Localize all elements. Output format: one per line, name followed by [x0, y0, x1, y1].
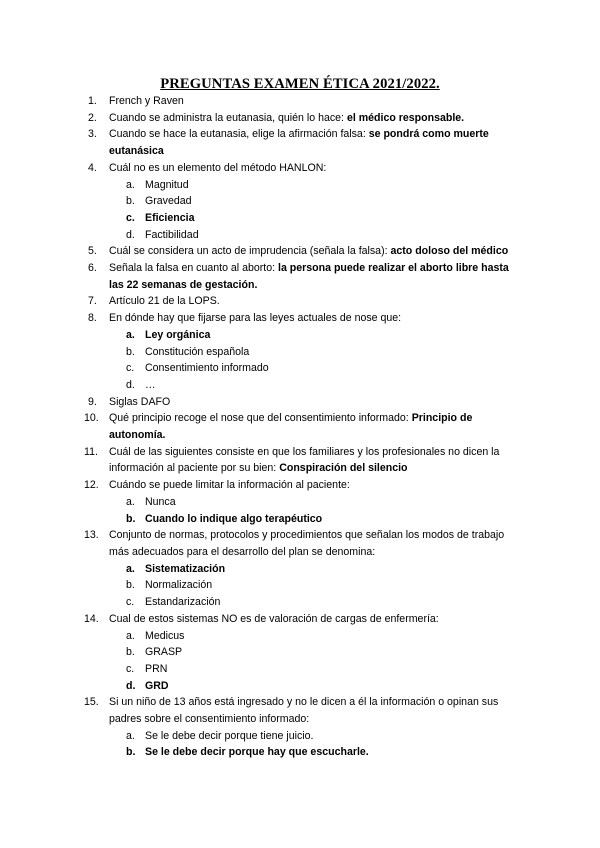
answer-option [0, 561, 600, 578]
question-item [0, 410, 600, 443]
question-item [0, 110, 600, 127]
option-text: Magnitud [145, 178, 189, 191]
option-text: PRN [145, 662, 168, 675]
option-text: Sistematización [145, 562, 226, 575]
option-text: Estandarización [145, 596, 221, 609]
question-text: Si un niño de 13 años está ingresado y no le dicen a él la información o opinan sus padres sobre el consentimiento informado: [109, 696, 499, 726]
answer-option [0, 360, 600, 377]
question-answer: acto doloso del médico [390, 245, 509, 258]
option-text: Normalización [145, 579, 213, 592]
question-number: 14. [84, 612, 99, 625]
answer-option [0, 728, 600, 745]
question-item [0, 394, 600, 411]
option-text: GRD [145, 679, 169, 692]
question-answer: el médico responsable. [346, 111, 465, 124]
question-number: 3. [88, 128, 97, 141]
option-letter: b. [126, 195, 135, 208]
question-text: Señala la falsa en cuanto al aborto: [109, 262, 279, 275]
question-answer: Conspiración del silencio [279, 462, 408, 475]
answer-option [0, 628, 600, 645]
answer-option [0, 511, 600, 528]
page-title: PREGUNTAS EXAMEN ÉTICA 2021/2022. [160, 76, 440, 92]
option-text: Ley orgánica [145, 328, 211, 341]
question-text: Cuando se hace la eutanasia, elige la afirmación falsa: [109, 128, 369, 141]
question-number: 6. [88, 262, 97, 275]
question-item [0, 293, 600, 310]
option-text: GRASP [145, 646, 183, 659]
question-item [0, 694, 600, 727]
answer-option [0, 193, 600, 210]
option-letter: a. [126, 178, 135, 191]
question-answer: se pondrá como muerte eutanásica [109, 128, 489, 158]
question-number: 10. [84, 412, 99, 425]
answer-option [0, 344, 600, 361]
question-text: Cuál se considera un acto de imprudencia (señala la falsa): [109, 245, 391, 258]
question-item [0, 243, 600, 260]
question-text: Cuándo se puede limitar la información al paciente: [109, 479, 350, 492]
option-letter: b. [126, 345, 135, 358]
option-letter: d. [126, 378, 135, 391]
question-number: 8. [88, 312, 97, 325]
question-item [0, 310, 600, 327]
answer-option [0, 577, 600, 594]
answer-option [0, 661, 600, 678]
question-number: 13. [84, 529, 99, 542]
option-letter: a. [126, 729, 135, 742]
question-number: 2. [88, 111, 97, 124]
option-text: Factibilidad [145, 228, 199, 241]
question-number: 11. [84, 445, 98, 458]
question-number: 5. [88, 245, 97, 258]
option-letter: a. [126, 629, 135, 642]
question-text: Siglas DAFO [109, 395, 171, 408]
option-letter: c. [126, 211, 135, 224]
question-number: 7. [88, 295, 97, 308]
question-text: Conjunto de normas, protocolos y procedimientos que señalan los modos de trabajo más adecuados para el desarrollo del plan se denomina: [109, 529, 505, 558]
option-letter: b. [126, 646, 135, 659]
option-letter: d. [126, 228, 135, 241]
option-text: Cuando lo indique algo terapéutico [145, 512, 323, 525]
question-text: Cuando se administra la eutanasia, quién lo hace: [109, 111, 347, 124]
answer-option [0, 210, 600, 227]
option-text: Nunca [145, 495, 176, 508]
option-text: Medicus [145, 629, 185, 642]
option-letter: c. [126, 662, 135, 675]
answer-option [0, 377, 600, 394]
answer-option [0, 678, 600, 695]
option-letter: b. [126, 579, 135, 592]
answer-option [0, 494, 600, 511]
option-text: Se le debe decir porque tiene juicio. [145, 729, 314, 742]
answer-option [0, 327, 600, 344]
question-text: Cuál no es un elemento del método HANLON: [109, 161, 327, 174]
question-item [0, 477, 600, 494]
question-text: Artículo 21 de la LOPS. [109, 295, 220, 308]
option-text: Eficiencia [145, 211, 195, 224]
option-letter: b. [126, 746, 136, 759]
question-list [0, 93, 600, 761]
option-text: Se le debe decir porque hay que escucharle. [145, 746, 369, 759]
question-item [0, 444, 600, 477]
question-text: En dónde hay que fijarse para las leyes actuales de nose que: [109, 312, 402, 325]
question-item [0, 260, 600, 293]
option-text: … [145, 378, 156, 391]
question-answer: Principio de autonomía. [109, 412, 473, 442]
option-text: Constitución española [145, 345, 250, 358]
option-letter: a. [126, 328, 135, 341]
question-number: 4. [88, 161, 97, 174]
option-letter: c. [126, 362, 135, 375]
question-text: Cual de estos sistemas NO es de valoración de cargas de enfermería: [109, 612, 439, 625]
question-item [0, 160, 600, 177]
question-item [0, 527, 600, 560]
option-letter: b. [126, 512, 136, 525]
answer-option [0, 227, 600, 244]
question-text: French y Raven [109, 95, 184, 107]
question-item [0, 126, 600, 159]
answer-option [0, 177, 600, 194]
answer-option [0, 594, 600, 611]
answer-option [0, 644, 600, 661]
option-letter: a. [126, 495, 135, 508]
question-number: 9. [88, 395, 97, 408]
question-answer: la persona puede realizar el aborto libre hasta las 22 semanas de gestación. [109, 262, 509, 291]
question-item [0, 611, 600, 628]
option-text: Gravedad [145, 195, 192, 208]
option-letter: d. [126, 679, 136, 692]
question-number: 12. [84, 479, 99, 492]
question-number: 15. [84, 696, 99, 709]
question-text: Qué principio recoge el nose que del consentimiento informado: [109, 412, 412, 425]
option-letter: a. [126, 562, 135, 575]
question-item [0, 93, 600, 110]
option-text: Consentimiento informado [145, 362, 269, 375]
option-letter: c. [126, 596, 135, 609]
question-number: 1. [88, 95, 97, 107]
question-text: Cuál de las siguientes consiste en que los familiares y los profesionales no dicen la información al paciente por su bien: [109, 445, 500, 475]
answer-option [0, 744, 600, 761]
